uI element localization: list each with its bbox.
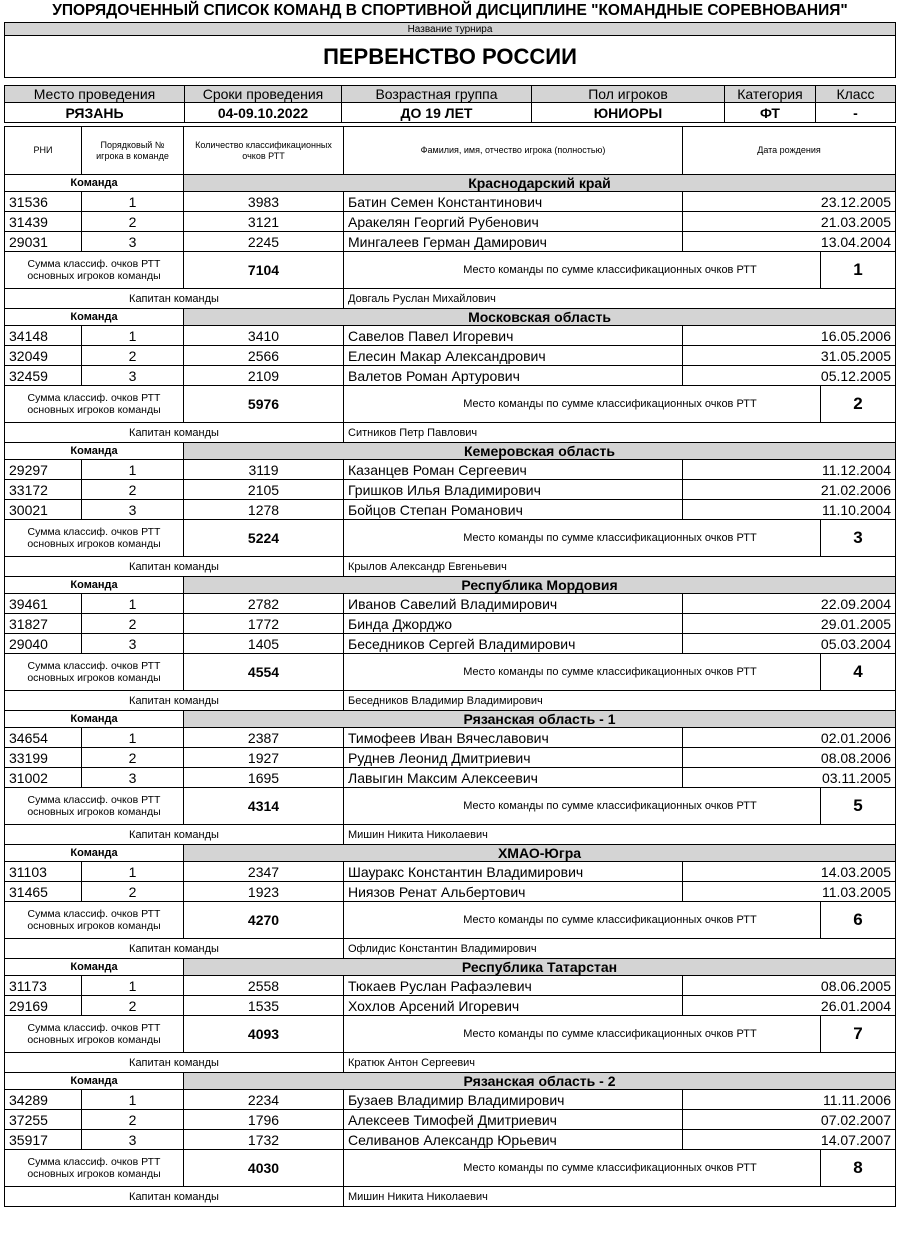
player-name: Мингалеев Герман Дамирович bbox=[344, 232, 683, 252]
team-label: Команда bbox=[5, 577, 184, 594]
player-points: 1772 bbox=[184, 614, 344, 634]
player-birthdate: 05.12.2005 bbox=[683, 366, 896, 386]
player-order: 3 bbox=[82, 500, 184, 520]
captain-row bbox=[5, 825, 896, 845]
player-order: 1 bbox=[82, 862, 184, 882]
place-label: Место команды по сумме классификационных очков РТТ bbox=[344, 520, 821, 557]
player-order: 1 bbox=[82, 460, 184, 480]
player-rni: 29297 bbox=[5, 460, 82, 480]
team-sum-row bbox=[5, 1150, 896, 1187]
player-rni: 31173 bbox=[5, 976, 82, 996]
player-points: 2566 bbox=[184, 346, 344, 366]
player-name: Батин Семен Константинович bbox=[344, 192, 683, 212]
player-points: 1796 bbox=[184, 1110, 344, 1130]
player-points: 3410 bbox=[184, 326, 344, 346]
tournament-header bbox=[4, 22, 896, 123]
captain-name: Кратюк Антон Сергеевич bbox=[344, 1053, 896, 1073]
player-row bbox=[5, 500, 896, 520]
player-birthdate: 07.02.2007 bbox=[683, 1110, 896, 1130]
player-points: 2782 bbox=[184, 594, 344, 614]
team-place: 6 bbox=[821, 902, 896, 939]
team-header-row bbox=[5, 443, 896, 460]
class-label: Класс bbox=[816, 86, 896, 103]
player-row bbox=[5, 192, 896, 212]
team-place: 8 bbox=[821, 1150, 896, 1187]
player-name: Гришков Илья Владимирович bbox=[344, 480, 683, 500]
player-row bbox=[5, 1110, 896, 1130]
player-points: 2105 bbox=[184, 480, 344, 500]
team-name: Республика Мордовия bbox=[184, 577, 896, 594]
player-row bbox=[5, 996, 896, 1016]
player-rni: 34148 bbox=[5, 326, 82, 346]
place-label: Место команды по сумме классификационных очков РТТ bbox=[344, 386, 821, 423]
player-row bbox=[5, 862, 896, 882]
player-order: 2 bbox=[82, 346, 184, 366]
captain-label: Капитан команды bbox=[5, 1187, 344, 1207]
player-points: 1405 bbox=[184, 634, 344, 654]
team-place: 4 bbox=[821, 654, 896, 691]
player-order: 2 bbox=[82, 748, 184, 768]
place-label: Место команды по сумме классификационных очков РТТ bbox=[344, 1016, 821, 1053]
player-order: 2 bbox=[82, 614, 184, 634]
player-birthdate: 03.11.2005 bbox=[683, 768, 896, 788]
team-header-row bbox=[5, 175, 896, 192]
player-birthdate: 31.05.2005 bbox=[683, 346, 896, 366]
captain-name: Крылов Александр Евгеньевич bbox=[344, 557, 896, 577]
player-order: 1 bbox=[82, 1090, 184, 1110]
captain-label: Капитан команды bbox=[5, 691, 344, 711]
player-name: Шауракс Константин Владимирович bbox=[344, 862, 683, 882]
team-label: Команда bbox=[5, 711, 184, 728]
player-row bbox=[5, 768, 896, 788]
team-sum: 5224 bbox=[184, 520, 344, 557]
place-label: Место команды по сумме классификационных очков РТТ bbox=[344, 1150, 821, 1187]
player-rni: 33172 bbox=[5, 480, 82, 500]
player-birthdate: 26.01.2004 bbox=[683, 996, 896, 1016]
player-points: 2109 bbox=[184, 366, 344, 386]
player-points: 2347 bbox=[184, 862, 344, 882]
team-name: Краснодарский край bbox=[184, 175, 896, 192]
player-row bbox=[5, 1130, 896, 1150]
team-place: 7 bbox=[821, 1016, 896, 1053]
player-order: 3 bbox=[82, 634, 184, 654]
player-row bbox=[5, 1090, 896, 1110]
team-header-row bbox=[5, 577, 896, 594]
player-birthdate: 11.11.2006 bbox=[683, 1090, 896, 1110]
player-rni: 29031 bbox=[5, 232, 82, 252]
player-order: 2 bbox=[82, 212, 184, 232]
captain-row bbox=[5, 423, 896, 443]
team-sum-row bbox=[5, 1016, 896, 1053]
venue-label: Место проведения bbox=[5, 86, 185, 103]
class-value: - bbox=[816, 103, 896, 123]
captain-label: Капитан команды bbox=[5, 939, 344, 959]
player-rni: 29169 bbox=[5, 996, 82, 1016]
player-birthdate: 11.10.2004 bbox=[683, 500, 896, 520]
player-name: Бинда Джорджо bbox=[344, 614, 683, 634]
team-place: 1 bbox=[821, 252, 896, 289]
player-name: Лавыгин Максим Алексеевич bbox=[344, 768, 683, 788]
player-row bbox=[5, 212, 896, 232]
team-sum: 4030 bbox=[184, 1150, 344, 1187]
player-name: Алексеев Тимофей Дмитриевич bbox=[344, 1110, 683, 1130]
player-row bbox=[5, 366, 896, 386]
team-name: Республика Татарстан bbox=[184, 959, 896, 976]
captain-name: Мишин Никита Николаевич bbox=[344, 825, 896, 845]
place-label: Место команды по сумме классификационных очков РТТ bbox=[344, 902, 821, 939]
player-rni: 34289 bbox=[5, 1090, 82, 1110]
player-birthdate: 23.12.2005 bbox=[683, 192, 896, 212]
captain-label: Капитан команды bbox=[5, 289, 344, 309]
player-points: 1923 bbox=[184, 882, 344, 902]
player-points: 3983 bbox=[184, 192, 344, 212]
player-points: 1278 bbox=[184, 500, 344, 520]
dates-value: 04-09.10.2022 bbox=[185, 103, 342, 123]
col-header-points: Количество классификационных очков РТТ bbox=[184, 127, 344, 175]
sum-label: Сумма классиф. очков РТТ основных игроков команды bbox=[5, 654, 184, 691]
player-rni: 31536 bbox=[5, 192, 82, 212]
player-birthdate: 02.01.2006 bbox=[683, 728, 896, 748]
player-name: Казанцев Роман Сергеевич bbox=[344, 460, 683, 480]
age-value: ДО 19 ЛЕТ bbox=[342, 103, 532, 123]
player-name: Савелов Павел Игоревич bbox=[344, 326, 683, 346]
team-name: Московская область bbox=[184, 309, 896, 326]
place-label: Место команды по сумме классификационных очков РТТ bbox=[344, 788, 821, 825]
player-row bbox=[5, 748, 896, 768]
col-header-birth: Дата рождения bbox=[683, 127, 896, 175]
player-points: 2558 bbox=[184, 976, 344, 996]
player-order: 1 bbox=[82, 192, 184, 212]
team-sum: 4314 bbox=[184, 788, 344, 825]
player-rni: 31103 bbox=[5, 862, 82, 882]
tournament-name: ПЕРВЕНСТВО РОССИИ bbox=[5, 36, 896, 78]
player-order: 3 bbox=[82, 768, 184, 788]
captain-name: Беседников Владимир Владимирович bbox=[344, 691, 896, 711]
team-place: 5 bbox=[821, 788, 896, 825]
player-name: Ниязов Ренат Альбертович bbox=[344, 882, 683, 902]
team-sum-row bbox=[5, 654, 896, 691]
player-row bbox=[5, 728, 896, 748]
player-birthdate: 11.03.2005 bbox=[683, 882, 896, 902]
team-header-row bbox=[5, 1073, 896, 1090]
team-sum-row bbox=[5, 386, 896, 423]
team-sum: 7104 bbox=[184, 252, 344, 289]
player-birthdate: 21.03.2005 bbox=[683, 212, 896, 232]
player-order: 3 bbox=[82, 1130, 184, 1150]
spacer bbox=[5, 78, 896, 86]
captain-label: Капитан команды bbox=[5, 557, 344, 577]
captain-label: Капитан команды bbox=[5, 1053, 344, 1073]
player-row bbox=[5, 326, 896, 346]
player-birthdate: 08.06.2005 bbox=[683, 976, 896, 996]
player-row bbox=[5, 614, 896, 634]
sum-label: Сумма классиф. очков РТТ основных игроков команды bbox=[5, 1150, 184, 1187]
team-header-row bbox=[5, 309, 896, 326]
player-rni: 31465 bbox=[5, 882, 82, 902]
player-name: Руднев Леонид Дмитриевич bbox=[344, 748, 683, 768]
player-birthdate: 11.12.2004 bbox=[683, 460, 896, 480]
player-name: Иванов Савелий Владимирович bbox=[344, 594, 683, 614]
captain-row bbox=[5, 289, 896, 309]
age-label: Возрастная группа bbox=[342, 86, 532, 103]
player-order: 2 bbox=[82, 882, 184, 902]
document-title: УПОРЯДОЧЕННЫЙ СПИСОК КОМАНД В СПОРТИВНОЙ ДИСЦИПЛИНЕ "КОМАНДНЫЕ СОРЕВНОВАНИЯ" bbox=[52, 2, 848, 19]
player-birthdate: 16.05.2006 bbox=[683, 326, 896, 346]
player-points: 1732 bbox=[184, 1130, 344, 1150]
place-label: Место команды по сумме классификационных очков РТТ bbox=[344, 654, 821, 691]
player-points: 1927 bbox=[184, 748, 344, 768]
team-label: Команда bbox=[5, 959, 184, 976]
player-birthdate: 21.02.2006 bbox=[683, 480, 896, 500]
player-points: 1535 bbox=[184, 996, 344, 1016]
team-sum: 4270 bbox=[184, 902, 344, 939]
player-points: 3119 bbox=[184, 460, 344, 480]
player-rni: 31439 bbox=[5, 212, 82, 232]
sum-label: Сумма классиф. очков РТТ основных игроков команды bbox=[5, 902, 184, 939]
player-birthdate: 13.04.2004 bbox=[683, 232, 896, 252]
player-order: 1 bbox=[82, 976, 184, 996]
team-name: Рязанская область - 1 bbox=[184, 711, 896, 728]
player-row bbox=[5, 882, 896, 902]
player-rni: 31002 bbox=[5, 768, 82, 788]
team-sum-row bbox=[5, 252, 896, 289]
player-name: Хохлов Арсений Игоревич bbox=[344, 996, 683, 1016]
team-header-row bbox=[5, 711, 896, 728]
team-sum: 4093 bbox=[184, 1016, 344, 1053]
player-order: 1 bbox=[82, 728, 184, 748]
player-rni: 39461 bbox=[5, 594, 82, 614]
captain-row bbox=[5, 1053, 896, 1073]
player-rni: 33199 bbox=[5, 748, 82, 768]
player-name: Бузаев Владимир Владимирович bbox=[344, 1090, 683, 1110]
team-place: 2 bbox=[821, 386, 896, 423]
player-name: Елесин Макар Александрович bbox=[344, 346, 683, 366]
team-sum-row bbox=[5, 902, 896, 939]
gender-value: ЮНИОРЫ bbox=[532, 103, 725, 123]
venue-value: РЯЗАНЬ bbox=[5, 103, 185, 123]
player-name: Беседников Сергей Владимирович bbox=[344, 634, 683, 654]
player-rni: 35917 bbox=[5, 1130, 82, 1150]
player-row bbox=[5, 460, 896, 480]
player-row bbox=[5, 480, 896, 500]
team-header-row bbox=[5, 959, 896, 976]
captain-name: Мишин Никита Николаевич bbox=[344, 1187, 896, 1207]
captain-name: Довгаль Руслан Михайлович bbox=[344, 289, 896, 309]
player-points: 2245 bbox=[184, 232, 344, 252]
player-name: Тюкаев Руслан Рафаэлевич bbox=[344, 976, 683, 996]
player-points: 3121 bbox=[184, 212, 344, 232]
player-rni: 30021 bbox=[5, 500, 82, 520]
player-points: 1695 bbox=[184, 768, 344, 788]
sum-label: Сумма классиф. очков РТТ основных игроков команды bbox=[5, 1016, 184, 1053]
player-name: Тимофеев Иван Вячеславович bbox=[344, 728, 683, 748]
team-header-row bbox=[5, 845, 896, 862]
player-rni: 34654 bbox=[5, 728, 82, 748]
player-rni: 32459 bbox=[5, 366, 82, 386]
player-order: 2 bbox=[82, 996, 184, 1016]
gender-label: Пол игроков bbox=[532, 86, 725, 103]
player-birthdate: 14.03.2005 bbox=[683, 862, 896, 882]
player-birthdate: 14.07.2007 bbox=[683, 1130, 896, 1150]
team-place: 3 bbox=[821, 520, 896, 557]
captain-row bbox=[5, 691, 896, 711]
team-name: ХМАО-Югра bbox=[184, 845, 896, 862]
player-order: 2 bbox=[82, 1110, 184, 1130]
player-order: 3 bbox=[82, 366, 184, 386]
category-label: Категория bbox=[725, 86, 816, 103]
team-label: Команда bbox=[5, 845, 184, 862]
player-rni: 29040 bbox=[5, 634, 82, 654]
tournament-label: Название турнира bbox=[5, 23, 896, 36]
sum-label: Сумма классиф. очков РТТ основных игроков команды bbox=[5, 252, 184, 289]
captain-name: Офлидис Константин Владимирович bbox=[344, 939, 896, 959]
team-name: Кемеровская область bbox=[184, 443, 896, 460]
player-birthdate: 22.09.2004 bbox=[683, 594, 896, 614]
col-header-order: Порядковый № игрока в команде bbox=[82, 127, 184, 175]
team-name: Рязанская область - 2 bbox=[184, 1073, 896, 1090]
team-sum-row bbox=[5, 520, 896, 557]
player-order: 1 bbox=[82, 326, 184, 346]
player-row bbox=[5, 232, 896, 252]
team-sum: 4554 bbox=[184, 654, 344, 691]
player-points: 2234 bbox=[184, 1090, 344, 1110]
team-label: Команда bbox=[5, 1073, 184, 1090]
player-birthdate: 29.01.2005 bbox=[683, 614, 896, 634]
player-row bbox=[5, 594, 896, 614]
player-rni: 37255 bbox=[5, 1110, 82, 1130]
team-sum: 5976 bbox=[184, 386, 344, 423]
team-sum-row bbox=[5, 788, 896, 825]
player-points: 2387 bbox=[184, 728, 344, 748]
player-name: Аракелян Георгий Рубенович bbox=[344, 212, 683, 232]
player-row bbox=[5, 634, 896, 654]
captain-row bbox=[5, 557, 896, 577]
dates-label: Сроки проведения bbox=[185, 86, 342, 103]
team-label: Команда bbox=[5, 443, 184, 460]
captain-row bbox=[5, 1187, 896, 1207]
captain-row bbox=[5, 939, 896, 959]
player-order: 2 bbox=[82, 480, 184, 500]
col-header-name: Фамилия, имя, отчество игрока (полностью) bbox=[344, 127, 683, 175]
sum-label: Сумма классиф. очков РТТ основных игроков команды bbox=[5, 386, 184, 423]
category-value: ФТ bbox=[725, 103, 816, 123]
player-name: Бойцов Степан Романович bbox=[344, 500, 683, 520]
player-order: 3 bbox=[82, 232, 184, 252]
captain-name: Ситников Петр Павлович bbox=[344, 423, 896, 443]
player-row bbox=[5, 346, 896, 366]
team-label: Команда bbox=[5, 309, 184, 326]
player-birthdate: 05.03.2004 bbox=[683, 634, 896, 654]
col-header-rni: РНИ bbox=[5, 127, 82, 175]
player-name: Валетов Роман Артурович bbox=[344, 366, 683, 386]
captain-label: Капитан команды bbox=[5, 825, 344, 845]
player-rni: 31827 bbox=[5, 614, 82, 634]
player-name: Селиванов Александр Юрьевич bbox=[344, 1130, 683, 1150]
player-row bbox=[5, 976, 896, 996]
player-order: 1 bbox=[82, 594, 184, 614]
captain-label: Капитан команды bbox=[5, 423, 344, 443]
player-birthdate: 08.08.2006 bbox=[683, 748, 896, 768]
sum-label: Сумма классиф. очков РТТ основных игроков команды bbox=[5, 788, 184, 825]
sum-label: Сумма классиф. очков РТТ основных игроков команды bbox=[5, 520, 184, 557]
player-rni: 32049 bbox=[5, 346, 82, 366]
teams-table bbox=[4, 126, 896, 1207]
place-label: Место команды по сумме классификационных очков РТТ bbox=[344, 252, 821, 289]
team-label: Команда bbox=[5, 175, 184, 192]
